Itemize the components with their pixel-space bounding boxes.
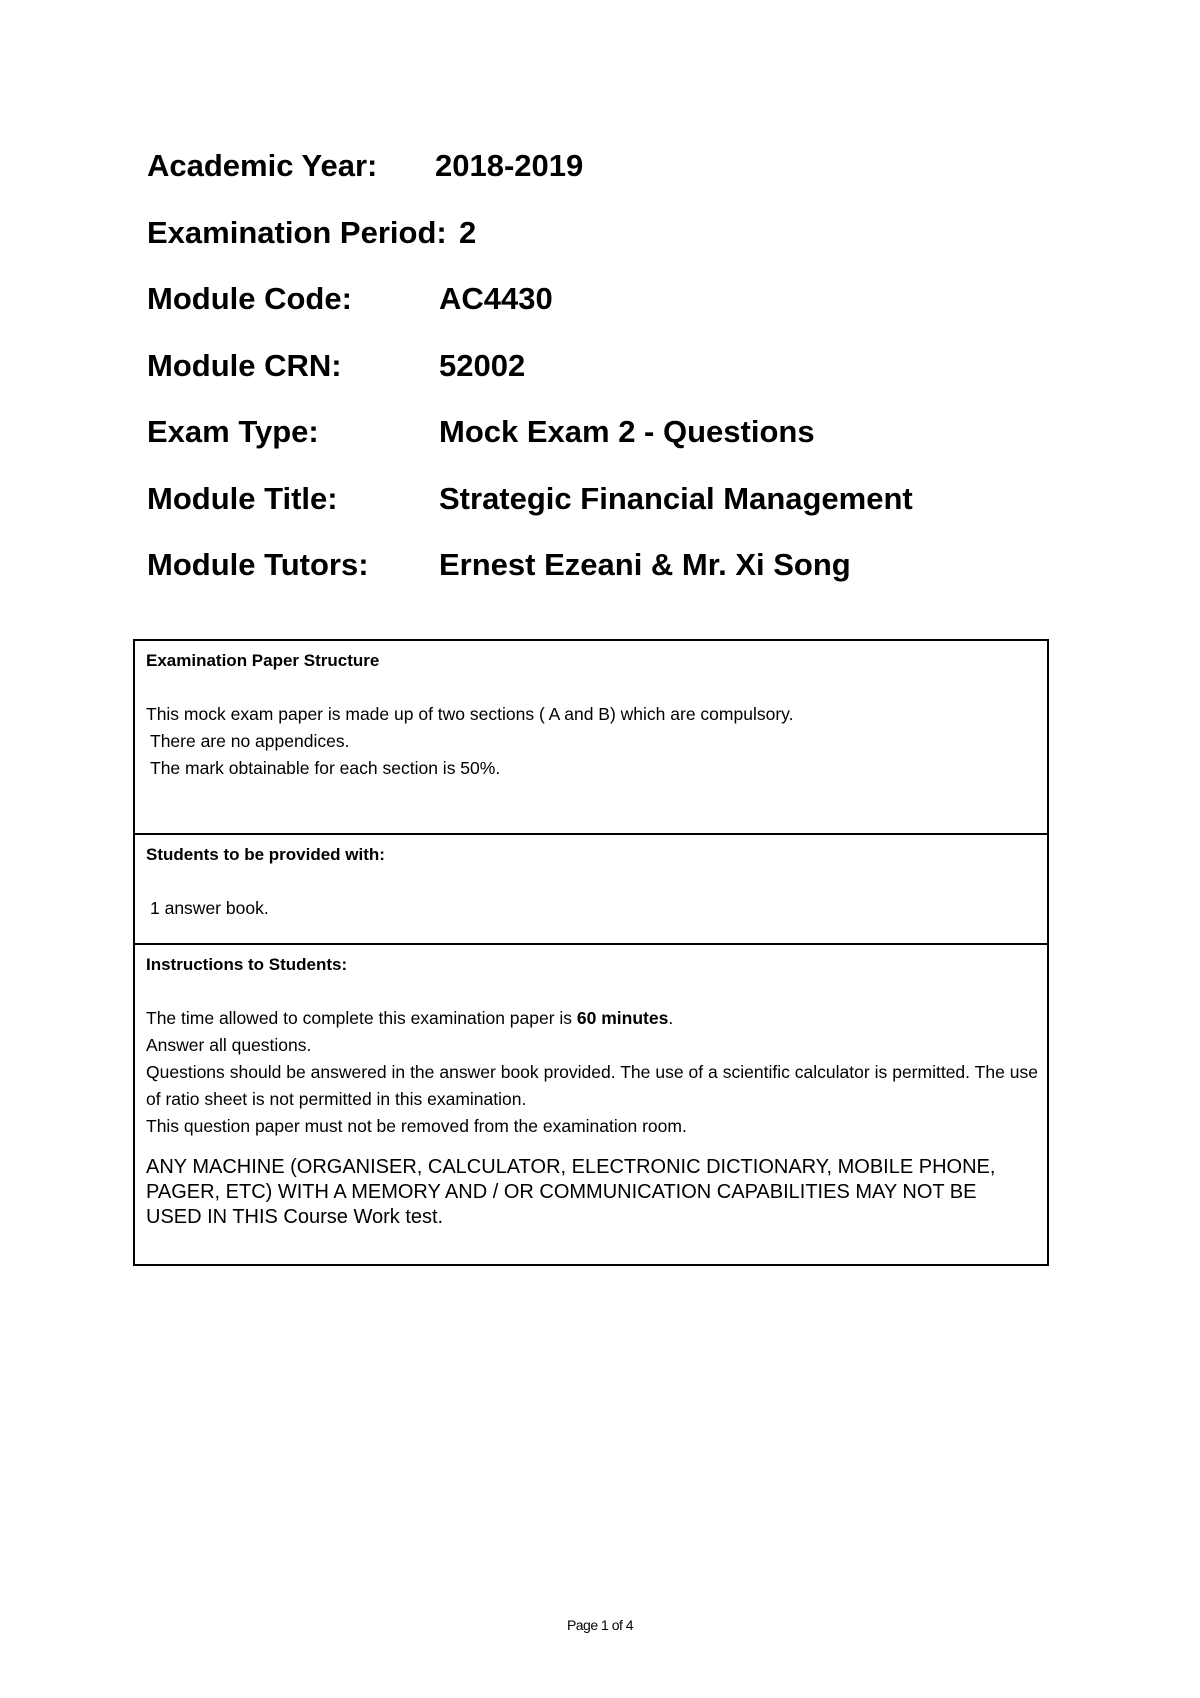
module-code-label: Module Code: xyxy=(147,281,352,316)
exam-type-value: Mock Exam 2 - Questions xyxy=(439,414,815,449)
exam-period-value: 2 xyxy=(459,214,477,250)
time-allowed-text: The time allowed to complete this examination paper is xyxy=(146,1008,577,1028)
page-number: Page 1 of 4 xyxy=(566,1617,634,1633)
machine-warning: ANY MACHINE (ORGANISER, CALCULATOR, ELECTRONIC DICTIONARY, MOBILE PHONE, PAGER, ETC) WITH A MEMORY AND / OR COMMUNICATION CAPABILITIES MAY NOT BE USED IN THIS Course Work test. xyxy=(146,1156,996,1228)
module-code-value: AC4430 xyxy=(439,281,553,316)
exam-type-label: Exam Type: xyxy=(147,414,319,449)
module-tutors-label: Module Tutors: xyxy=(147,547,369,582)
paper-structure-title: Examination Paper Structure xyxy=(146,651,380,670)
academic-year-label: Academic Year: xyxy=(147,148,378,183)
instruction-not-removed: This question paper must not be removed from the examination room. xyxy=(146,1116,687,1136)
module-crn-label: Module CRN: xyxy=(147,347,342,383)
module-title-value: Strategic Financial Management xyxy=(439,480,913,516)
academic-year-value: 2018-2019 xyxy=(435,148,584,183)
exam-period-label: Examination Period: xyxy=(147,214,447,250)
provided-with-cell xyxy=(135,833,1047,943)
instruction-time-allowed xyxy=(146,1005,1036,1032)
paper-structure-cell xyxy=(135,641,1047,833)
module-tutors-value: Ernest Ezeani & Mr. Xi Song xyxy=(439,547,851,582)
module-title-label: Module Title: xyxy=(147,480,338,516)
instruction-answer-book: Questions should be answered in the answer book provided. The use of a scientific calculator is permitted. The use of ratio sheet is not permitted in this examination. xyxy=(146,1062,1038,1109)
instruction-answer-all: Answer all questions. xyxy=(146,1035,312,1055)
time-allowed-value: 60 minutes xyxy=(576,1008,669,1028)
exam-info-table xyxy=(133,639,1049,1266)
provided-answer-book: 1 answer book. xyxy=(150,898,269,918)
structure-line-sections: This mock exam paper is made up of two sections ( A and B) which are compulsory. xyxy=(146,704,794,724)
module-crn-value: 52002 xyxy=(439,347,526,383)
instructions-cell xyxy=(135,943,1047,1264)
instructions-title: Instructions to Students: xyxy=(146,955,348,974)
provided-with-title: Students to be provided with: xyxy=(146,845,385,864)
time-allowed-suffix: . xyxy=(668,1008,674,1028)
structure-line-marks: The mark obtainable for each section is 50%. xyxy=(150,758,501,778)
structure-line-appendices: There are no appendices. xyxy=(150,731,350,751)
